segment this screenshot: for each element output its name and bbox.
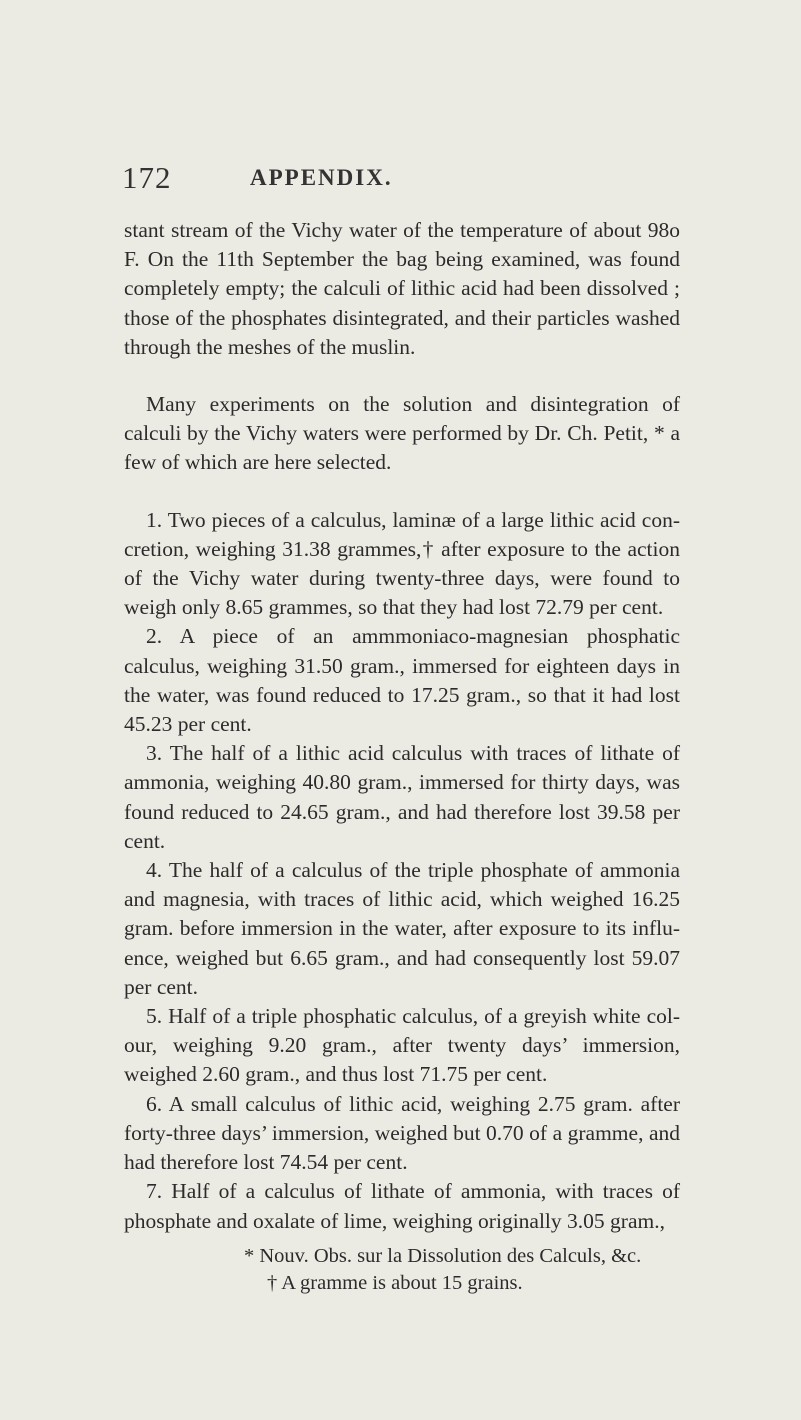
experiment-1: 1. Two pieces of a calculus, laminæ of a large lithic acid con- cretion, weighing 31.38 grammes,† after exposure to the action of the Vichy water during twenty-three days, were found to weigh only 8.65 grammes, so that they had lost 72.79 per cent. (124, 507, 680, 620)
experiment-6: 6. A small calculus of lithic acid, weighing 2.75 gram. after forty-three days’ immersion, weighed but 0.70 of a gramme, and had therefore lost 74.54 per cent. (124, 1091, 680, 1175)
footnote-2: † A gramme is about 15 grains. (267, 1272, 523, 1294)
experiment-3: 3. The half of a lithic acid calculus with traces of lithate of ammonia, weighing 40.80 gram., immersed for thirty days, was found reduced to 24.65 gram., and had therefore lost 39.58 per cent. (124, 741, 680, 853)
experiment-4: 4. The half of a calculus of the triple phosphate of ammonia and magnesia, with traces of lithic acid, which weighed 16.25 gram. before immersion in the water, after exposure to its influ- ence, weighed but 6.65 gram., and had consequently lost 59.07 per cent. (124, 858, 680, 999)
footnotes (124, 1243, 680, 1297)
continuation-paragraph: stant stream of the Vichy water of the temperature of about 98o F. On the 11th September the bag being examined, was found completely empty; the calculi of lithic acid had been dissolved ; those of the phosphates disintegrated, and their particles washed through the meshes of the muslin. (124, 218, 680, 359)
footnote-1: * Nouv. Obs. sur la Dissolution des Calculs, &c. (244, 1245, 642, 1267)
page-number: 172 (122, 160, 172, 195)
experiment-2: 2. A piece of an ammmoniaco-magnesian phosphatic calculus, weighing 31.50 gram., immersed for eighteen days in the water, was found reduced to 17.25 gram., so that it had lost 45.23 per cent. (124, 624, 680, 737)
intro-paragraph: Many experiments on the solution and disintegration of calculi by the Vichy waters were performed by Dr. Ch. Petit, * a few of which are here selected. (124, 392, 680, 475)
running-head: APPENDIX. (250, 165, 393, 190)
experiment-7: 7. Half of a calculus of lithate of ammonia, with traces of phosphate and oxalate of lime, weighing originally 3.05 gram., (124, 1179, 680, 1233)
experiment-5: 5. Half of a triple phosphatic calculus, of a greyish white col- our, weighing 9.20 gram., after twenty days’ immersion, weighed 2.60 gram., and thus lost 71.75 per cent. (124, 1004, 680, 1087)
body-text (124, 216, 680, 1236)
page-header (122, 160, 682, 200)
